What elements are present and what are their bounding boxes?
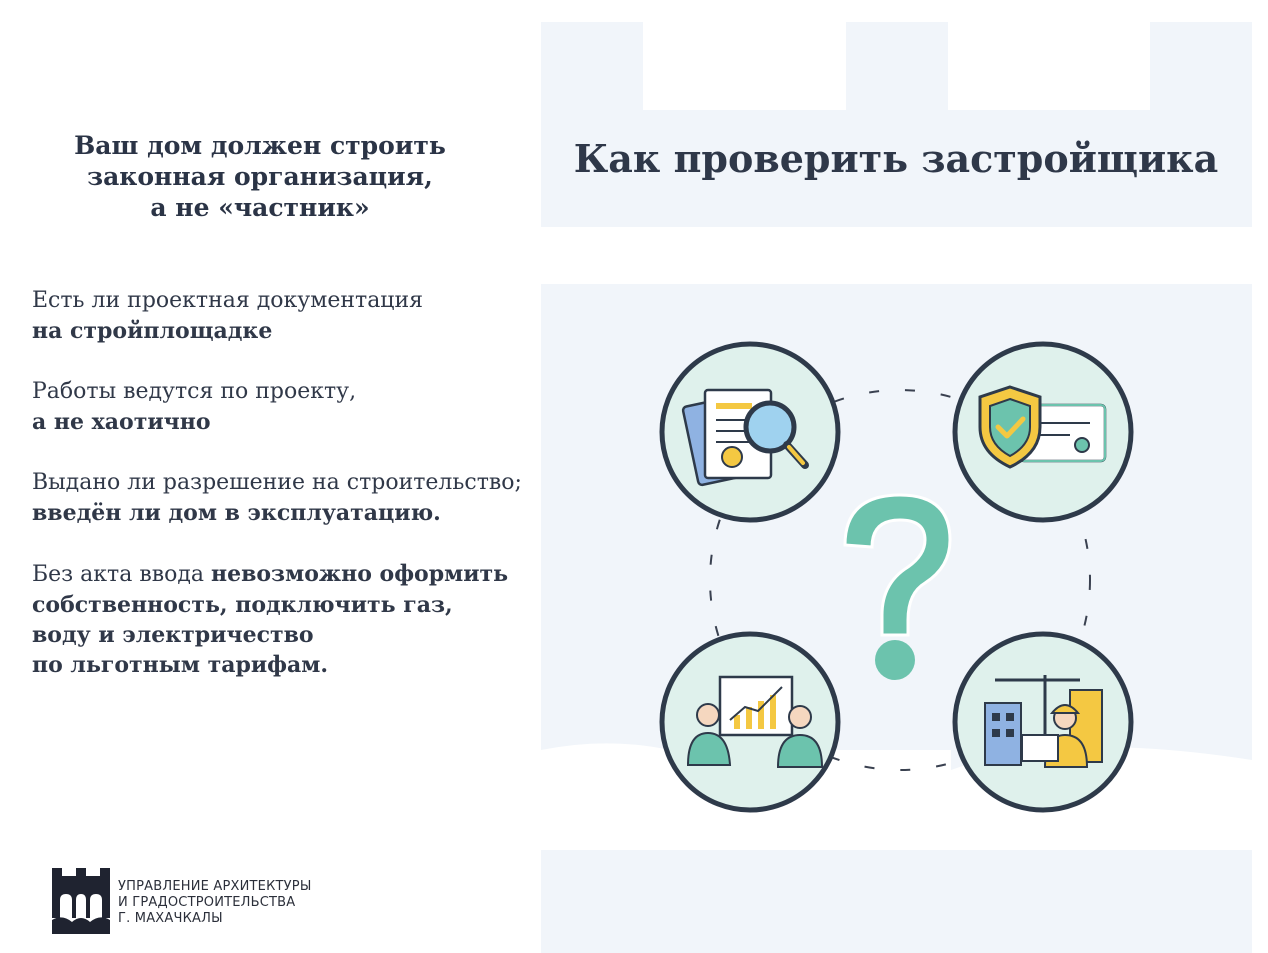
heading-line-3: а не «частник» <box>150 193 370 222</box>
checklist-item-bold: а не хаотично <box>32 409 211 435</box>
checklist-item <box>32 286 532 346</box>
construction-worker-icon <box>955 634 1131 810</box>
shield-certificate-icon <box>955 344 1131 520</box>
page-title: Как проверить застройщика <box>573 136 1219 181</box>
left-heading <box>30 130 490 223</box>
checklist-last-bold-1: невозможно оформить <box>211 561 509 587</box>
checklist-item-bold: на стройплощадке <box>32 318 273 344</box>
checklist-item <box>32 468 532 528</box>
checklist-item-bold: введён ли дом в эксплуатацию. <box>32 500 441 526</box>
verification-illustration <box>650 335 1150 825</box>
background-shape-top-left-tower <box>541 22 643 110</box>
checklist <box>32 286 532 711</box>
checklist-item-text: Есть ли проектная документация <box>32 288 423 313</box>
background-shape-top-mid-tower <box>846 22 948 110</box>
checklist-item <box>32 377 532 437</box>
background-shape-top-right-tower <box>1150 22 1252 110</box>
checklist-last-bold-2: собственность, подключить газ, <box>32 592 453 618</box>
checklist-last-bold-4: по льготным тарифам. <box>32 652 329 678</box>
presentation-chart-icon <box>662 634 838 810</box>
checklist-last-lead: Без акта ввода <box>32 562 211 587</box>
checklist-last-line-1 <box>32 559 532 590</box>
checklist-item-text: Работы ведутся по проекту, <box>32 379 357 404</box>
background-shape-bottom-block <box>541 838 1252 953</box>
question-mark-icon <box>845 495 950 680</box>
org-name-line-2: И ГРАДОСТРОИТЕЛЬСТВА <box>118 895 296 910</box>
org-name-line-1: УПРАВЛЕНИЕ АРХИТЕКТУРЫ <box>118 879 312 894</box>
org-name-line-3: Г. МАХАЧКАЛЫ <box>118 911 223 926</box>
org-name <box>118 879 312 927</box>
checklist-last-bold-3: воду и электричество <box>32 622 314 648</box>
org-logo <box>52 868 110 934</box>
checklist-item-last <box>32 559 532 680</box>
document-search-icon <box>662 344 838 520</box>
checklist-item-text: Выдано ли разрешение на строительство; <box>32 470 522 495</box>
heading-line-1: Ваш дом должен строить <box>74 131 446 160</box>
heading-line-2: законная организация, <box>87 162 433 191</box>
